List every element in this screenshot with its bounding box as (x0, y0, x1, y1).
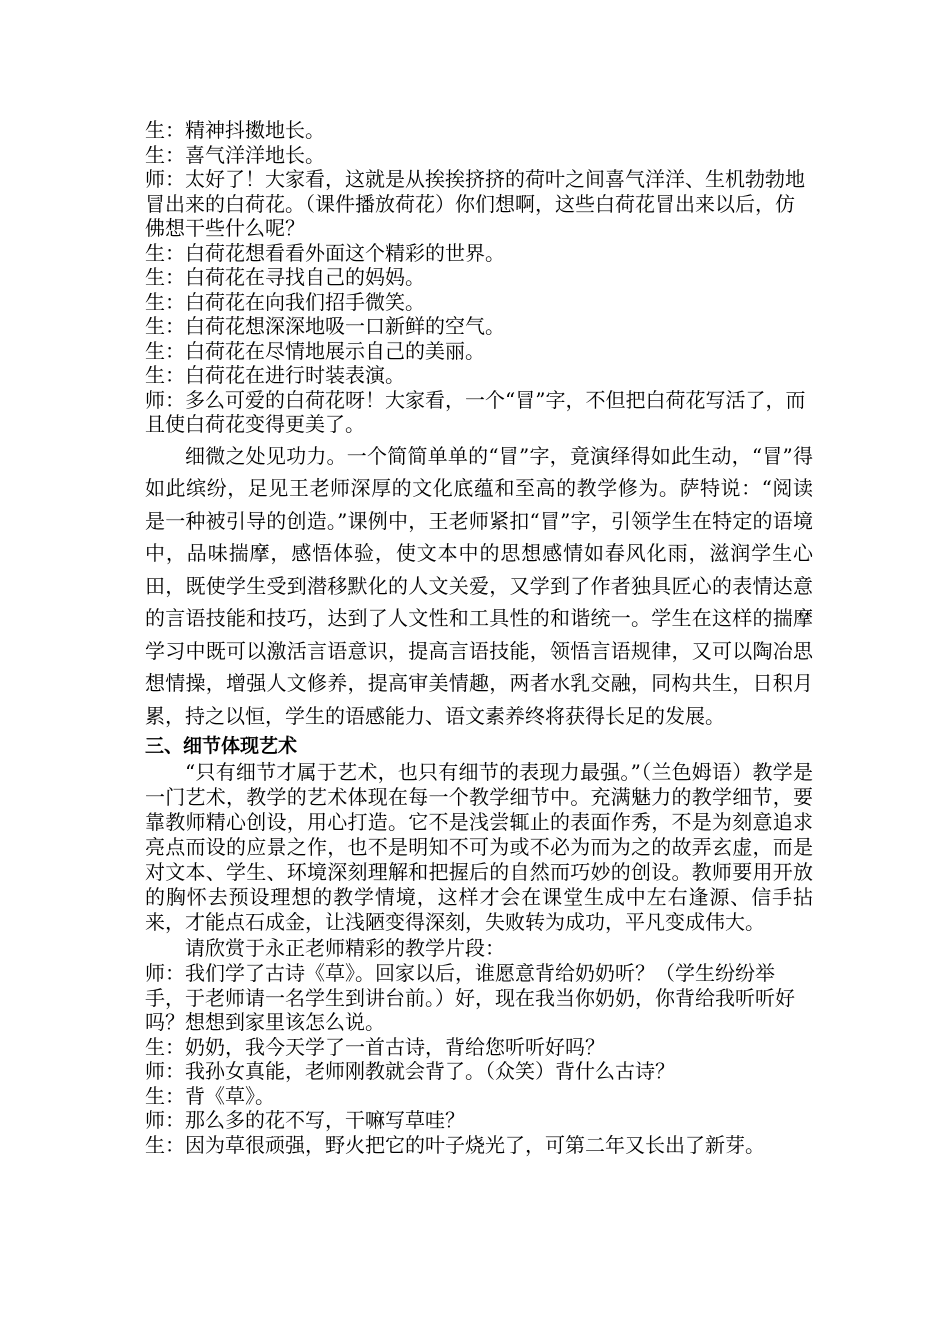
intro-line: 请欣赏于永正老师精彩的教学片段： (185, 936, 505, 960)
dialogue-line: 师：那么多的花不写，干嘛写草哇？ (145, 1108, 465, 1132)
dialogue-line: 生：背《草》。 (145, 1083, 275, 1108)
dialogue-line: 生：奶奶，我今天学了一首古诗，背给您听听好吗？ (145, 1034, 605, 1059)
dialogue-line: 生：白荷花在进行时装表演。 (145, 363, 405, 387)
dialogue-line: 师：我孙女真能，老师刚教就会背了。（众笑）背什么古诗？ (145, 1059, 675, 1083)
dialogue-line: 生：因为草很顽强，野火把它的叶子烧光了，可第二年又长出了新芽。 (145, 1132, 765, 1157)
dialogue-line: 生：喜气洋洋地长。 (145, 142, 325, 167)
dialogue-line: 师：多么可爱的白荷花呀！大家看，一个“冒”字，不但把白荷花写活了，而且使白荷花变得更美了。 (145, 387, 806, 436)
dialogue-block-1 (145, 118, 813, 437)
dialogue-line: 生：白荷花想深深地吸一口新鲜的空气。 (145, 314, 505, 338)
dialogue-block-2 (145, 961, 813, 1157)
dialogue-line: 师：我们学了古诗《草》。回家以后，谁愿意背给奶奶听？（学生纷纷举手，于老师请一名学生到讲台前。）好，现在我当你奶奶，你背给我听听好吗？想想到家里该怎么说。 (145, 961, 795, 1034)
document-page (145, 118, 813, 1157)
dialogue-line: 生：白荷花在向我们招手微笑。 (145, 289, 425, 314)
dialogue-line: 生：白荷花在寻找自己的妈妈。 (145, 265, 425, 289)
section-paragraph: “只有细节才属于艺术，也只有细节的表现力最强。”（兰色姆语）教学是一门艺术，教学的艺术体现在每一个教学细节中。充满魅力的教学细节，要靠教师精心创设，用心打造。它不是浅尝辄止的表面作秀，不是为刻意追求亮点而设的应景之作，也不是明知不可为或不必为而为之的故弄玄虚，而是对文本、学生、环境深刻理解和把握后的自然而巧妙的创设。教师要用开放的胸怀去预设理想的教学情境，这样才会在课堂生成中左右逢源、信手拈来，才能点石成金，让浅陋变得深刻，失败转为成功，平凡变成伟大。 (145, 760, 813, 934)
dialogue-line: 生：精神抖擞地长。 (145, 118, 325, 142)
commentary-paragraph: 细微之处见功力。一个简简单单的“冒”字，竟演绎得如此生动，“冒”得如此缤纷，足见王老师深厚的文化底蕴和至高的教学修为。萨特说：“阅读是一种被引导的创造。”课例中，王老师紧扣“冒”字，引领学生在特定的语境中，品味揣摩，感悟体验，使文本中的思想感情如春风化雨，滋润学生心田，既使学生受到潜移默化的人文关爱，又学到了作者独具匠心的表情达意的言语技能和技巧，达到了人文性和工具性的和谐统一。学生在这样的揣摩学习中既可以激活言语意识，提高言语技能，领悟言语规律，又可以陶冶思想情操，增强人文修养，提高审美情趣，两者水乳交融，同构共生，日积月累，持之以恒，学生的语感能力、语文素养终将获得长足的发展。 (145, 443, 813, 728)
dialogue-line: 师：太好了！大家看，这就是从挨挨挤挤的荷叶之间喜气洋洋、生机勃勃地冒出来的白荷花。（课件播放荷花）你们想啊，这些白荷花冒出来以后，仿佛想干些什么呢？ (145, 167, 805, 240)
dialogue-line: 生：白荷花想看看外面这个精彩的世界。 (145, 240, 505, 265)
section-heading: 三、细节体现艺术 (145, 735, 298, 757)
dialogue-line: 生：白荷花在尽情地展示自己的美丽。 (145, 338, 485, 363)
